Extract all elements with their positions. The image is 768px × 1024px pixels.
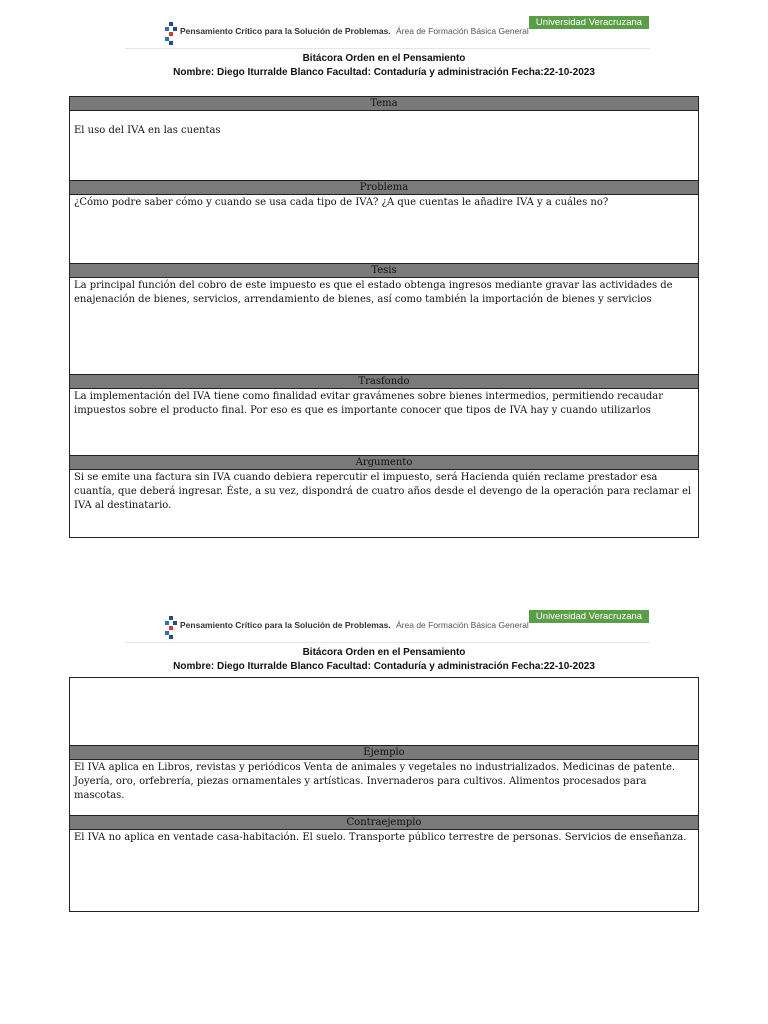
banner-title: Pensamiento Crítico para la Solución de Problemas. bbox=[180, 620, 391, 630]
section-header-ejemplo: Ejemplo bbox=[70, 745, 698, 760]
institution-logo-icon bbox=[165, 616, 179, 640]
university-badge: Universidad Veracruzana bbox=[529, 610, 649, 623]
page-2 bbox=[0, 594, 768, 924]
header-banner bbox=[125, 16, 650, 49]
document-title: Bitácora Orden en el Pensamiento bbox=[302, 53, 466, 64]
section-body-tema: El uso del IVA en las cuentas bbox=[74, 125, 221, 136]
bitacora-table bbox=[69, 96, 699, 538]
document-title: Bitácora Orden en el Pensamiento bbox=[302, 647, 466, 658]
section-body-tesis: La principal función del cobro de este impuesto es que el estado obtenga ingresos mediante gravar las actividades de enajenación de bienes, servicios, arrendamiento de bienes, así como también la importación de bienes y servicios bbox=[74, 280, 676, 305]
section-body-contraejemplo: El IVA no aplica en ventade casa-habitación. El suelo. Transporte público terrestre de personas. Servicios de enseñanza. bbox=[74, 832, 687, 843]
section-body-problema: ¿Cómo podre saber cómo y cuando se usa cada tipo de IVA? ¿A que cuentas le añadire IVA y a cuáles no? bbox=[74, 197, 609, 208]
banner-title: Pensamiento Crítico para la Solución de Problemas. bbox=[180, 26, 391, 36]
section-body-continued bbox=[70, 678, 698, 745]
section-body-trasfondo: La implementación del IVA tiene como finalidad evitar gravámenes sobre bienes intermedios, permitiendo recaudar impuestos sobre el producto final. Por eso es que es importante conocer que tipos de IVA hay y cuando utilizarlos bbox=[74, 391, 667, 416]
section-header-problema: Problema bbox=[70, 180, 698, 195]
banner-subtitle: Área de Formación Básica General bbox=[396, 620, 529, 630]
bitacora-table bbox=[69, 677, 699, 912]
section-header-contraejemplo: Contraejemplo bbox=[70, 815, 698, 830]
document-meta: Nombre: Diego Iturralde Blanco Facultad: Contaduría y administración Fecha:22-10-2023 bbox=[173, 67, 595, 78]
section-header-tesis: Tesis bbox=[70, 263, 698, 278]
institution-logo-icon bbox=[165, 22, 179, 46]
section-header-trasfondo: Trasfondo bbox=[70, 374, 698, 389]
university-badge: Universidad Veracruzana bbox=[529, 16, 649, 29]
document-meta: Nombre: Diego Iturralde Blanco Facultad: Contaduría y administración Fecha:22-10-2023 bbox=[173, 661, 595, 672]
section-body-ejemplo: El IVA aplica en Libros, revistas y periódicos Venta de animales y vegetales no industrializados. Medicinas de patente. Joyería, oro, orfebrería, piezas ornamentales y artísticas. Invernaderos para cultivos. Alimentos procesados para mascotas. bbox=[74, 762, 679, 801]
banner-subtitle: Área de Formación Básica General bbox=[396, 26, 529, 36]
header-banner bbox=[125, 610, 650, 643]
section-header-tema: Tema bbox=[70, 97, 698, 111]
section-header-argumento: Argumento bbox=[70, 455, 698, 470]
section-body-argumento: Si se emite una factura sin IVA cuando debiera repercutir el impuesto, será Hacienda quién reclame prestador esa cuantía, que deberá ingresar. Éste, a su vez, dispondrá de cuatro años desde el devengo de la operación para reclamar el IVA al destinatario. bbox=[74, 472, 695, 511]
